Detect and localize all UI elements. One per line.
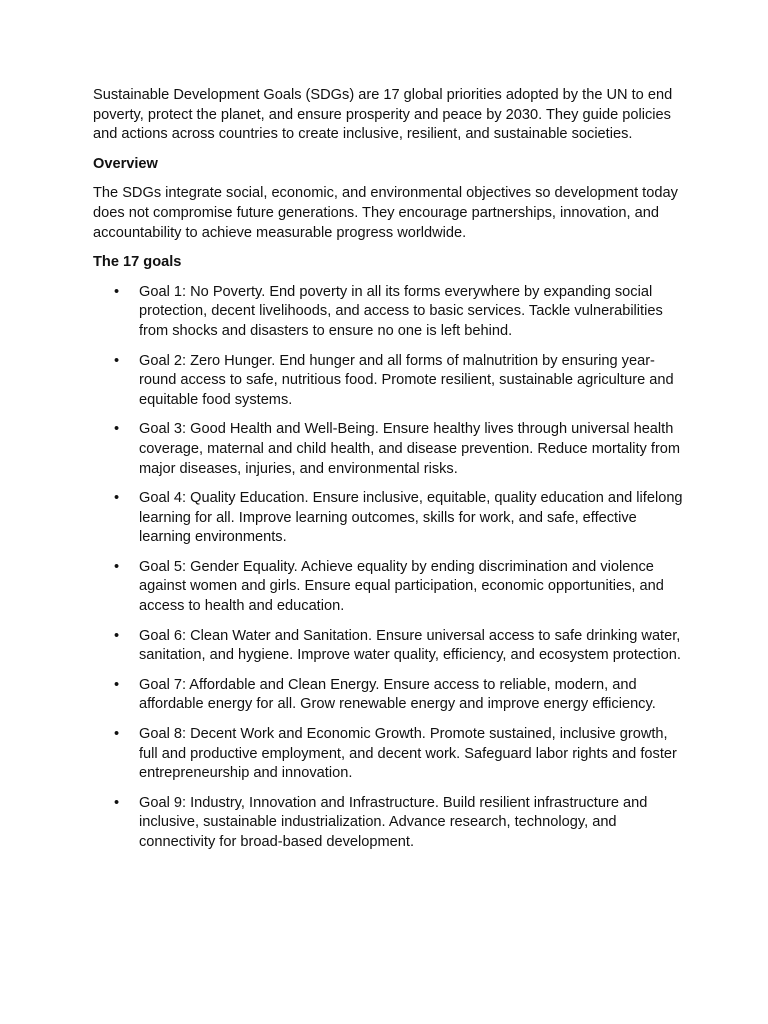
list-item (93, 676, 683, 715)
list-item (93, 725, 683, 784)
goal-text: Goal 4: Quality Education. Ensure inclusive, equitable, quality education and lifelong learning for all. Improve learning outcomes, skills for work, and safe, effective learning environments. (139, 490, 683, 546)
goal-text: Goal 2: Zero Hunger. End hunger and all forms of malnutrition by ensuring year-round access to safe, nutritious food. Promote resilient, sustainable agriculture and equitable food systems. (139, 352, 674, 408)
document-page (93, 86, 683, 863)
goal-text: Goal 6: Clean Water and Sanitation. Ensure universal access to safe drinking water, sanitation, and hygiene. Improve water quality, efficiency, and ecosystem protection. (139, 627, 681, 664)
intro-paragraph: Sustainable Development Goals (SDGs) are 17 global priorities adopted by the UN to end poverty, protect the planet, and ensure prosperity and peace by 2030. They guide policies and actions across countries to create inclusive, resilient, and sustainable societies. (93, 87, 673, 143)
goal-text: Goal 8: Decent Work and Economic Growth. Promote sustained, inclusive growth, full and productive employment, and decent work. Safeguard labor rights and foster entrepreneurship and innovation. (139, 726, 677, 782)
bullet-icon: • (114, 421, 120, 438)
bullet-icon: • (114, 627, 120, 644)
bullet-icon: • (114, 726, 120, 743)
goals-list (93, 283, 683, 853)
goal-text: Goal 9: Industry, Innovation and Infrastructure. Build resilient infrastructure and inclusive, sustainable industrialization. Advance research, technology, and connectivity for broad-based development. (139, 794, 648, 850)
overview-paragraph: The SDGs integrate social, economic, and environmental objectives so development today does not compromise future generations. They encourage partnerships, innovation, and accountability to achieve measurable progress worldwide. (93, 185, 678, 241)
bullet-icon: • (114, 283, 120, 300)
list-item (93, 794, 683, 853)
list-item (93, 558, 683, 617)
goal-text: Goal 5: Gender Equality. Achieve equality by ending discrimination and violence against women and girls. Ensure equal participation, economic opportunities, and access to health and education. (139, 558, 664, 615)
goals-heading: The 17 goals (93, 254, 182, 271)
list-item (93, 489, 683, 548)
bullet-icon: • (114, 352, 120, 369)
bullet-icon: • (114, 794, 120, 811)
bullet-icon: • (114, 676, 120, 693)
list-item (93, 352, 683, 411)
overview-heading: Overview (93, 155, 158, 172)
list-item (93, 283, 683, 342)
bullet-icon: • (114, 558, 120, 575)
list-item (93, 420, 683, 479)
goal-text: Goal 1: No Poverty. End poverty in all its forms everywhere by expanding social protection, decent livelihoods, and access to basic services. Tackle vulnerabilities from shocks and disasters to ensure no one is left behind. (139, 283, 663, 339)
bullet-icon: • (114, 490, 120, 507)
goal-text: Goal 3: Good Health and Well-Being. Ensure healthy lives through universal health coverage, maternal and child health, and disease prevention. Reduce mortality from major diseases, injuries, and environmental risks. (139, 421, 681, 477)
list-item (93, 627, 683, 666)
goal-text: Goal 7: Affordable and Clean Energy. Ensure access to reliable, modern, and affordable energy for all. Grow renewable energy and improve energy efficiency. (139, 676, 656, 713)
